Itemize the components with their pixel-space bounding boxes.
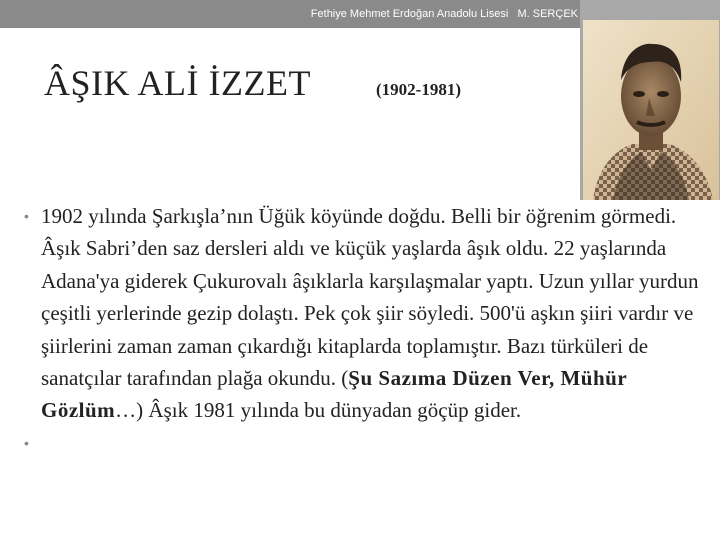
slide-dates: (1902-1981): [376, 80, 461, 99]
header-text: [0, 0, 580, 28]
slide-title: ÂŞIK ALİ İZZET: [44, 63, 311, 103]
bullet-marker: •: [24, 434, 29, 451]
header-author: M. SERÇEK: [517, 8, 578, 20]
songs-bold: Şu Sazıma Düzen Ver, Mühür Gözlüm: [41, 366, 627, 423]
bio-text-2: …) Âşık 1981 yılında bu dünyadan göçüp gider.: [115, 398, 522, 423]
header-school: Fethiye Mehmet Erdoğan Anadolu Lisesi: [310, 8, 509, 20]
bullet-marker: •: [24, 208, 29, 224]
bullet-item: [24, 200, 704, 427]
bullet-list: [24, 200, 704, 459]
bullet-item-empty: [24, 427, 704, 459]
bio-text-1: 1902 yılında Şarkışla’nın Üğük köyünde doğdu. Belli bir öğrenim görmedi. Âşık Sabri’den saz dersleri aldı ve küçük yaşlarda âşık oldu. 22 yaşlarında Adana'ya giderek Çukurovalı âşıklarla karşılaşmalar yaptı. Uzun yıllar yurdun çeşitli yerlerinde gezip dolaştı. Pek çok şiir söyledi. 500'ü aşkın şiiri vardır ve şiirlerini zaman zaman çıkardığı kitaplarda toplamıştır. Bazı türküleri de sanatçılar tarafından plağa okundu. (: [41, 204, 699, 391]
portrait-photo: [583, 20, 719, 200]
